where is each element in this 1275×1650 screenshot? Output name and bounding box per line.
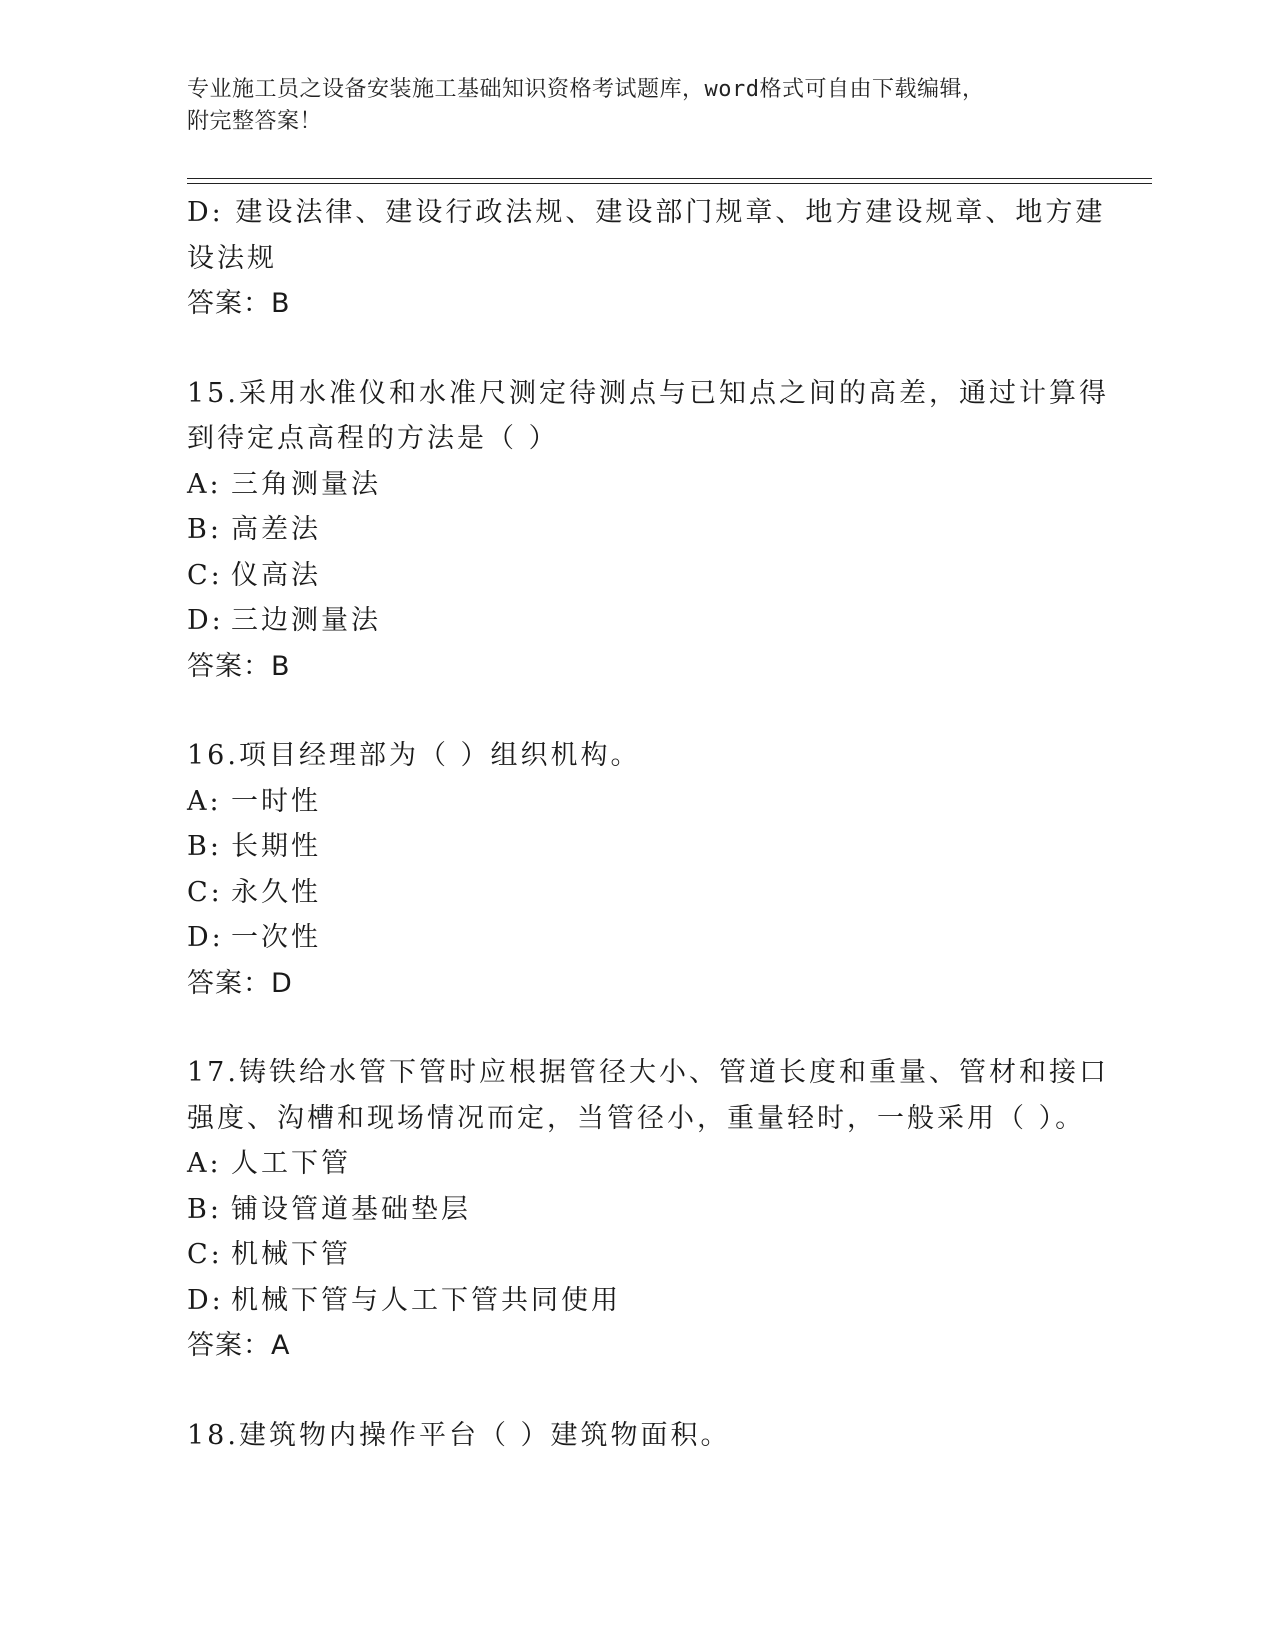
option-text: 铺设管道基础垫层 xyxy=(231,1193,471,1225)
option-d-continued-line-1: D: 建设法律、建设行政法规、建设部门规章、地方建设规章、地方建 xyxy=(187,197,1106,228)
question-list xyxy=(187,190,1109,1458)
option-d xyxy=(187,598,1087,644)
option-a xyxy=(187,462,1087,508)
option-text: 高差法 xyxy=(231,514,321,545)
header-rule-top xyxy=(187,178,1152,179)
option-label: C: xyxy=(187,1239,223,1270)
document-header xyxy=(187,74,1067,138)
question-stem-line: 18.建筑物内操作平台（ ）建筑物面积。 xyxy=(187,1419,731,1451)
question-stem-line: 16.项目经理部为（ ）组织机构。 xyxy=(187,740,641,771)
option-text: 机械下管 xyxy=(231,1239,351,1270)
option-c xyxy=(187,553,1087,599)
header-line-2: 附完整答案！ xyxy=(187,109,323,134)
question-stem-line: 到待定点高程的方法是（ ） xyxy=(187,423,559,454)
question-stem-line: 15.采用水准仪和水准尺测定待测点与已知点之间的高差，通过计算得 xyxy=(187,377,1109,409)
option-text: 仪高法 xyxy=(231,559,321,591)
option-text: 人工下管 xyxy=(231,1148,351,1179)
option-label: D: xyxy=(187,1284,224,1316)
option-b xyxy=(187,824,1087,870)
header-rule-bottom xyxy=(187,183,1152,184)
option-c xyxy=(187,870,1087,916)
option-label: B: xyxy=(187,514,222,545)
option-text: 机械下管与人工下管共同使用 xyxy=(231,1284,621,1316)
answer-line: 答案：B xyxy=(187,650,291,682)
option-d-continued-line-2: 设法规 xyxy=(187,242,277,274)
answer-line: 答案：A xyxy=(187,1330,291,1361)
spacer xyxy=(187,689,1087,733)
option-text: 三边测量法 xyxy=(231,605,381,636)
option-text: 一时性 xyxy=(231,785,321,817)
option-label: C: xyxy=(187,876,223,908)
option-text: 长期性 xyxy=(231,831,321,862)
option-a xyxy=(187,1141,1087,1187)
option-d xyxy=(187,915,1087,961)
option-label: C: xyxy=(187,559,223,591)
option-label: B: xyxy=(187,1193,222,1225)
option-label: B: xyxy=(187,831,222,862)
answer-line: 答案：B xyxy=(187,288,291,319)
option-label: A: xyxy=(187,468,222,500)
question-stem-line: 强度、沟槽和现场情况而定，当管径小，重量轻时，一般采用（ ）。 xyxy=(187,1102,1086,1134)
question-stem-line: 17.铸铁给水管下管时应根据管径大小、管道长度和重量、管材和接口 xyxy=(187,1057,1109,1088)
answer-line: 答案：D xyxy=(187,967,293,999)
header-line-1: 专业施工员之设备安装施工基础知识资格考试题库，word格式可自由下载编辑， xyxy=(187,77,985,102)
option-text: 一次性 xyxy=(231,922,321,953)
option-c xyxy=(187,1232,1087,1278)
option-text: 永久性 xyxy=(231,876,321,908)
option-label: A: xyxy=(187,1148,222,1179)
spacer xyxy=(187,1369,1087,1413)
option-d xyxy=(187,1278,1087,1324)
option-label: D: xyxy=(187,922,224,953)
option-b xyxy=(187,507,1087,553)
option-label: A: xyxy=(187,785,222,817)
question-17 xyxy=(187,1050,1109,1369)
question-18 xyxy=(187,1413,1087,1459)
spacer xyxy=(187,327,1087,371)
option-a xyxy=(187,779,1087,825)
question-16 xyxy=(187,733,1087,1006)
option-text: 三角测量法 xyxy=(231,468,381,500)
question-15 xyxy=(187,371,1109,690)
option-label: D: xyxy=(187,605,224,636)
spacer xyxy=(187,1006,1087,1050)
option-b xyxy=(187,1187,1087,1233)
